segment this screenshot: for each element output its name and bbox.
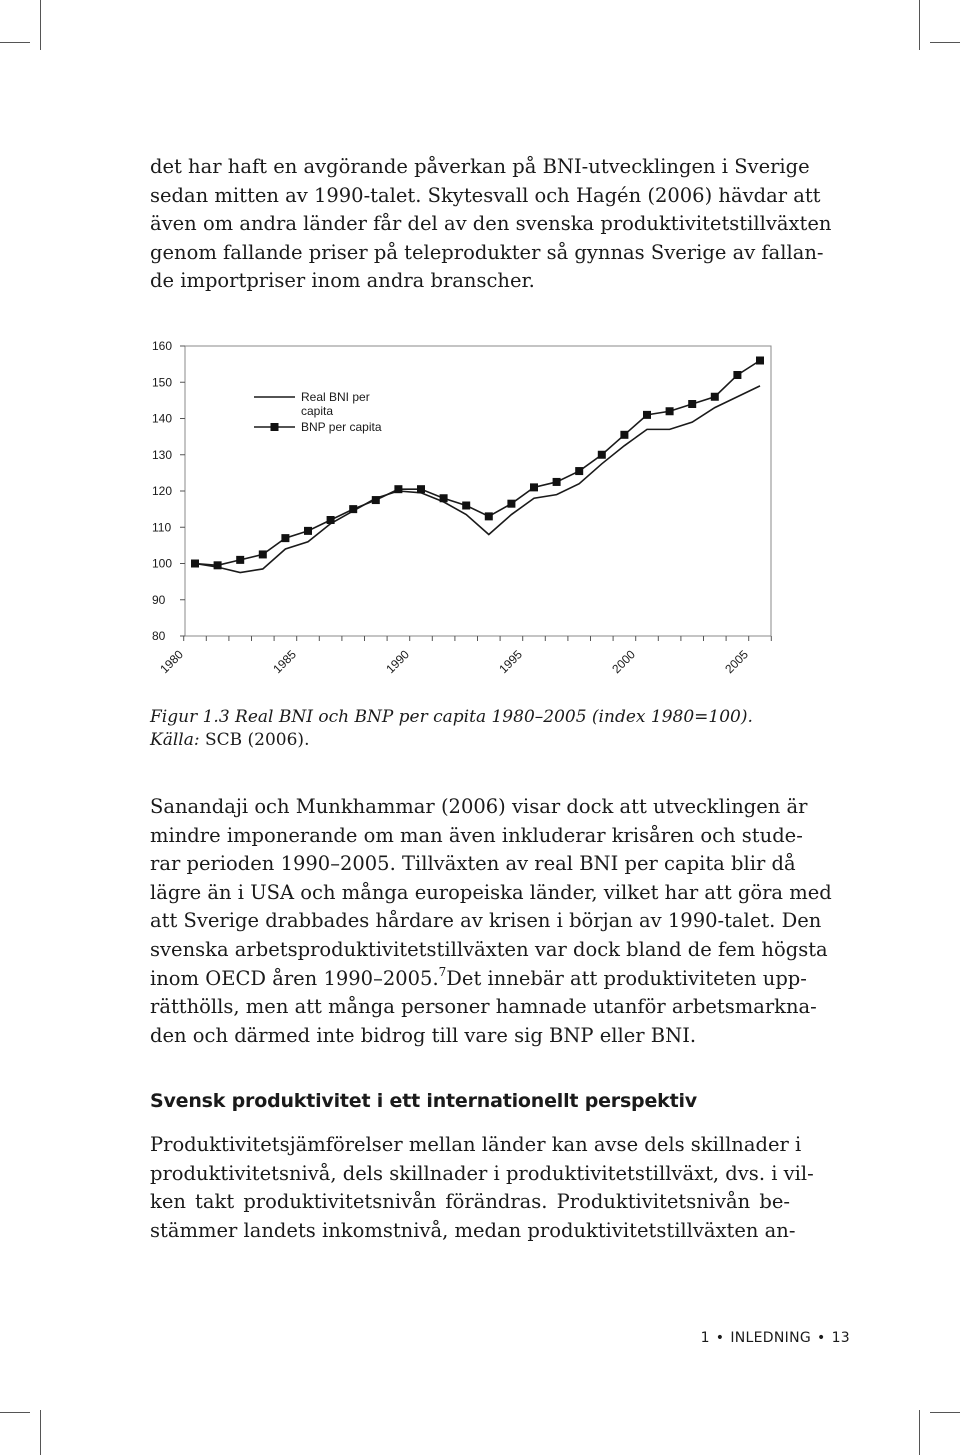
chart-legend bbox=[254, 390, 382, 434]
text-line: de importpriser inom andra branscher. bbox=[150, 269, 535, 293]
bnp-data-point bbox=[530, 483, 538, 491]
y-tick-label: 110 bbox=[152, 520, 172, 535]
text-segment: inom OECD åren 1990–2005. bbox=[150, 966, 439, 990]
y-tick-label: 130 bbox=[152, 447, 173, 462]
bnp-data-point bbox=[394, 485, 402, 493]
x-tick-label: 2000 bbox=[609, 647, 639, 677]
bnp-data-point bbox=[259, 550, 267, 558]
chapter-name: INLEDNING bbox=[730, 1330, 812, 1346]
bnp-data-point bbox=[553, 478, 561, 486]
y-tick-label: 150 bbox=[152, 375, 173, 390]
bnp-data-point bbox=[440, 494, 448, 502]
x-tick-label: 1980 bbox=[157, 647, 187, 677]
x-tick-label: 1985 bbox=[270, 647, 300, 677]
bnp-data-point bbox=[236, 556, 244, 564]
bnp-data-point bbox=[462, 502, 470, 510]
bullet-separator: • bbox=[817, 1330, 826, 1346]
text-line: att Sverige drabbades hårdare av krisen i början av 1990-talet. Den bbox=[150, 909, 822, 933]
bnp-data-point bbox=[304, 527, 312, 535]
page-number: 13 bbox=[831, 1330, 850, 1346]
bnp-data-point bbox=[372, 496, 380, 504]
y-tick-label: 140 bbox=[152, 411, 173, 426]
bnp-data-point bbox=[349, 505, 357, 513]
crop-mark bbox=[40, 1410, 41, 1455]
x-axis bbox=[157, 636, 771, 676]
bnp-data-point bbox=[507, 500, 515, 508]
plot-frame bbox=[185, 346, 771, 636]
text-line: sedan mitten av 1990-talet. Skytesvall och Hagén (2006) hävdar att bbox=[150, 183, 821, 207]
legend-label-bnp: BNP per capita bbox=[301, 420, 382, 434]
bnp-data-point bbox=[711, 393, 719, 401]
bnp-data-point bbox=[733, 371, 741, 379]
chapter-number: 1 bbox=[700, 1330, 710, 1346]
text-line: lägre än i USA och många europeiska länder, vilket har att göra med bbox=[150, 880, 832, 904]
crop-mark bbox=[40, 0, 41, 50]
bnp-data-point bbox=[643, 411, 651, 419]
text-line: rar perioden 1990–2005. Tillväxten av real BNI per capita blir då bbox=[150, 852, 796, 876]
text-line: rätthölls, men att många personer hamnade utanför arbetsmarkna- bbox=[150, 995, 817, 1019]
text-line: det har haft en avgörande påverkan på BNI-utvecklingen i Sverige bbox=[150, 155, 810, 178]
x-tick-label: 1990 bbox=[383, 647, 413, 677]
x-tick-label: 2005 bbox=[722, 647, 752, 677]
bnp-data-point bbox=[191, 560, 199, 568]
y-axis bbox=[152, 339, 185, 643]
y-tick-label: 120 bbox=[152, 484, 173, 498]
legend-label-real-bni: capita bbox=[301, 404, 334, 418]
page-footer bbox=[701, 1330, 850, 1346]
caption-source-value: SCB (2006). bbox=[204, 730, 310, 750]
text-line bbox=[150, 965, 807, 994]
bnp-data-point bbox=[620, 431, 628, 439]
text-line: ken takt produktivitetsnivån förändras. Produktivitetsnivån be- bbox=[150, 1190, 790, 1214]
text-line: svenska arbetsproduktivitetstillväxten var dock bland de fem högsta bbox=[150, 937, 828, 961]
bnp-data-point bbox=[485, 512, 493, 520]
bnp-data-point bbox=[688, 400, 696, 408]
text-segment: Det innebär att produktiviteten upp- bbox=[446, 966, 807, 990]
line-chart-bni-bnp bbox=[140, 330, 790, 690]
bnp-data-point bbox=[666, 407, 674, 415]
body-paragraph-comparison bbox=[150, 1131, 814, 1245]
text-line: produktivitetsnivå, dels skillnader i produktivitetstillväxt, dvs. i vil- bbox=[150, 1161, 814, 1185]
crop-mark bbox=[919, 1410, 920, 1455]
y-tick-label: 90 bbox=[152, 592, 166, 607]
text-line: stämmer landets inkomstnivå, medan produktivitetstillväxten an- bbox=[150, 1218, 796, 1242]
caption-title: Figur 1.3 Real BNI och BNP per capita 1980–2005 (index 1980=100). bbox=[150, 707, 753, 727]
text-line: den och därmed inte bidrog till vare sig BNP eller BNI. bbox=[150, 1023, 697, 1047]
series-layer bbox=[191, 357, 764, 573]
section-heading: Svensk produktivitet i ett internationellt perspektiv bbox=[150, 1090, 697, 1112]
bnp-data-point bbox=[417, 485, 425, 493]
plot-border bbox=[185, 346, 771, 636]
body-paragraph-analysis bbox=[150, 793, 832, 1050]
bnp-data-point bbox=[214, 561, 222, 569]
bnp-data-point bbox=[575, 467, 583, 475]
text-line: Sanandaji och Munkhammar (2006) visar dock att utvecklingen är bbox=[150, 795, 808, 818]
bnp-data-point bbox=[281, 534, 289, 542]
y-tick-label: 80 bbox=[152, 629, 166, 643]
bnp-data-point bbox=[598, 451, 606, 459]
crop-mark bbox=[0, 42, 30, 43]
text-line: genom fallande priser på teleprodukter så gynnas Sverige av fallan- bbox=[150, 240, 824, 264]
figure-caption bbox=[150, 706, 790, 752]
text-line: mindre imponerande om man även inkluderar krisåren och stude- bbox=[150, 823, 803, 847]
body-paragraph-intro bbox=[150, 153, 832, 296]
legend-label-real-bni: Real BNI per bbox=[301, 390, 370, 404]
bullet-separator: • bbox=[715, 1330, 725, 1346]
text-line: även om andra länder får del av den svenska produktivitetstillväxten bbox=[150, 212, 832, 236]
bnp-data-point bbox=[756, 357, 764, 365]
crop-mark bbox=[930, 1412, 960, 1413]
y-tick-label: 100 bbox=[152, 556, 173, 571]
crop-mark bbox=[919, 0, 920, 50]
text-line: Produktivitetsjämförelser mellan länder kan avse dels skillnader i bbox=[150, 1133, 802, 1156]
series-line-bnp bbox=[195, 361, 760, 566]
y-tick-label: 160 bbox=[152, 339, 173, 353]
footnote-ref[interactable]: 7 bbox=[438, 965, 447, 980]
caption-source-label: Källa: bbox=[150, 730, 200, 750]
bnp-data-point bbox=[327, 516, 335, 524]
crop-mark bbox=[930, 42, 960, 43]
series-line-real-bni bbox=[195, 386, 760, 573]
crop-mark bbox=[0, 1412, 30, 1413]
legend-marker-bnp bbox=[271, 423, 279, 431]
x-tick-label: 1995 bbox=[496, 647, 526, 677]
